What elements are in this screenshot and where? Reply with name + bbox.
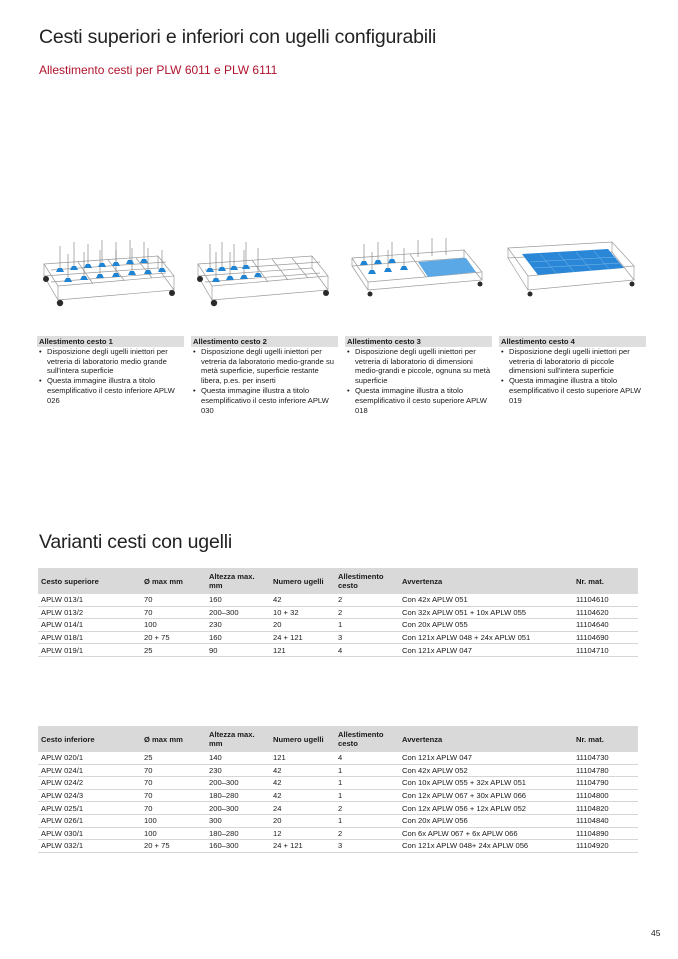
table-cell: 70 bbox=[141, 802, 206, 815]
table-cell: 2 bbox=[335, 802, 399, 815]
table-cell: 140 bbox=[206, 752, 270, 764]
table-cell: 230 bbox=[206, 619, 270, 632]
table-cell: APLW 026/1 bbox=[38, 814, 141, 827]
table-cell: Con 10x APLW 055 + 32x APLW 051 bbox=[399, 777, 573, 790]
column-header: Altezza max. mm bbox=[206, 568, 270, 594]
column-header: Numero ugelli bbox=[270, 568, 335, 594]
table-cell: 100 bbox=[141, 619, 206, 632]
table-cell: 160 bbox=[206, 594, 270, 606]
column-header: Altezza max. mm bbox=[206, 726, 270, 752]
table-cell: 11104840 bbox=[573, 814, 638, 827]
column-header: Cesto inferiore bbox=[38, 726, 141, 752]
table-cell: 4 bbox=[335, 752, 399, 764]
table-cell: 24 + 121 bbox=[270, 840, 335, 853]
table-cell: 11104620 bbox=[573, 606, 638, 619]
table-cell: 11104800 bbox=[573, 789, 638, 802]
column-header: Numero ugelli bbox=[270, 726, 335, 752]
table-cell: APLW 013/2 bbox=[38, 606, 141, 619]
table-cell: 70 bbox=[141, 777, 206, 790]
column-header: Avvertenza bbox=[399, 726, 573, 752]
table-cell: 1 bbox=[335, 777, 399, 790]
config-title: Allestimento cesto 2 bbox=[191, 336, 338, 347]
config-caption-1 bbox=[39, 336, 184, 406]
table-cell: 1 bbox=[335, 764, 399, 777]
table-cell: 3 bbox=[335, 840, 399, 853]
table-cell: 180–280 bbox=[206, 789, 270, 802]
table-cell: 11104710 bbox=[573, 644, 638, 657]
table-row bbox=[38, 752, 638, 764]
table-cell: APLW 014/1 bbox=[38, 619, 141, 632]
table-cell: APLW 025/1 bbox=[38, 802, 141, 815]
table-cell: APLW 032/1 bbox=[38, 840, 141, 853]
variants-title: Varianti cesti con ugelli bbox=[39, 531, 232, 553]
table-cell: APLW 030/1 bbox=[38, 827, 141, 840]
column-header: Allestimento cesto bbox=[335, 726, 399, 752]
table-row bbox=[38, 777, 638, 790]
table-cell: Con 42x APLW 051 bbox=[399, 594, 573, 606]
table-cell: 90 bbox=[206, 644, 270, 657]
table-row bbox=[38, 802, 638, 815]
table-cell: Con 121x APLW 047 bbox=[399, 644, 573, 657]
table-cell: APLW 018/1 bbox=[38, 631, 141, 644]
config-caption-4 bbox=[501, 336, 646, 406]
table-cell: Con 121x APLW 048+ 24x APLW 056 bbox=[399, 840, 573, 853]
table-cell: 11104640 bbox=[573, 619, 638, 632]
column-header: Cesto superiore bbox=[38, 568, 141, 594]
table-cell: 1 bbox=[335, 814, 399, 827]
column-header: Nr. mat. bbox=[573, 568, 638, 594]
table-cell: APLW 013/1 bbox=[38, 594, 141, 606]
column-header: Avvertenza bbox=[399, 568, 573, 594]
table-cell: 11104780 bbox=[573, 764, 638, 777]
table-cell: 70 bbox=[141, 594, 206, 606]
table-row bbox=[38, 840, 638, 853]
column-header: Nr. mat. bbox=[573, 726, 638, 752]
table-cell: Con 12x APLW 056 + 12x APLW 052 bbox=[399, 802, 573, 815]
table-cell: APLW 024/2 bbox=[38, 777, 141, 790]
table-cell: 1 bbox=[335, 619, 399, 632]
table-cell: 200–300 bbox=[206, 777, 270, 790]
basket-image-4 bbox=[500, 232, 640, 312]
table-row bbox=[38, 631, 638, 644]
basket-image-2 bbox=[192, 232, 332, 312]
table-cell: Con 6x APLW 067 + 6x APLW 066 bbox=[399, 827, 573, 840]
table-cell: 160–300 bbox=[206, 840, 270, 853]
config-bullet: • Disposizione degli ugelli iniettori per vetreria di laboratorio di piccole dimensioni sull'intera superficie bbox=[501, 347, 646, 376]
table-cell: 121 bbox=[270, 644, 335, 657]
table-cell: 230 bbox=[206, 764, 270, 777]
table-cell: 11104920 bbox=[573, 840, 638, 853]
config-caption-3 bbox=[347, 336, 492, 415]
table-cell: 2 bbox=[335, 594, 399, 606]
table-header-row bbox=[38, 568, 638, 594]
table-cell: 100 bbox=[141, 827, 206, 840]
table-cell: 70 bbox=[141, 789, 206, 802]
table-cell: Con 42x APLW 052 bbox=[399, 764, 573, 777]
table-cell: Con 20x APLW 055 bbox=[399, 619, 573, 632]
table-cell: 20 bbox=[270, 814, 335, 827]
config-bullet: • Questa immagine illustra a titolo esemplificativo il cesto superiore APLW 018 bbox=[347, 386, 492, 415]
table-cell: 70 bbox=[141, 606, 206, 619]
table-cell: 100 bbox=[141, 814, 206, 827]
table-cell: 42 bbox=[270, 789, 335, 802]
config-bullet: • Questa immagine illustra a titolo esemplificativo il cesto superiore APLW 019 bbox=[501, 376, 646, 405]
page-number: 45 bbox=[651, 928, 661, 938]
column-header: Ø max mm bbox=[141, 726, 206, 752]
table-cell: 42 bbox=[270, 594, 335, 606]
table-cell: 11104890 bbox=[573, 827, 638, 840]
table-cell: 121 bbox=[270, 752, 335, 764]
config-bullet: • Disposizione degli ugelli iniettori per vetreria di laboratorio medio grande sull'intera superficie bbox=[39, 347, 184, 376]
table-cell: 300 bbox=[206, 814, 270, 827]
table-cell: Con 121x APLW 047 bbox=[399, 752, 573, 764]
config-bullet: • Questa immagine illustra a titolo esemplificativo il cesto inferiore APLW 030 bbox=[193, 386, 338, 415]
table-cell: 25 bbox=[141, 644, 206, 657]
table-row bbox=[38, 619, 638, 632]
table-cell: 11104730 bbox=[573, 752, 638, 764]
table-cell: 11104690 bbox=[573, 631, 638, 644]
table-cell: Con 32x APLW 051 + 10x APLW 055 bbox=[399, 606, 573, 619]
table-cell: 200–300 bbox=[206, 802, 270, 815]
table-cell: 12 bbox=[270, 827, 335, 840]
table-row bbox=[38, 764, 638, 777]
table-row bbox=[38, 606, 638, 619]
upper-baskets-table bbox=[38, 568, 638, 657]
page-subtitle: Allestimento cesti per PLW 6011 e PLW 6111 bbox=[39, 63, 278, 77]
config-title: Allestimento cesto 3 bbox=[345, 336, 492, 347]
table-cell: APLW 024/1 bbox=[38, 764, 141, 777]
table-cell: 1 bbox=[335, 789, 399, 802]
config-bullet: • Questa immagine illustra a titolo esemplificativo il cesto inferiore APLW 026 bbox=[39, 376, 184, 405]
table-cell: Con 121x APLW 048 + 24x APLW 051 bbox=[399, 631, 573, 644]
table-cell: 42 bbox=[270, 777, 335, 790]
config-bullet: • Disposizione degli ugelli iniettori per vetreria di laboratorio di dimensioni medio-grandi e piccole, ognuna su metà superficie bbox=[347, 347, 492, 386]
config-title: Allestimento cesto 4 bbox=[499, 336, 646, 347]
table-row bbox=[38, 644, 638, 657]
table-row bbox=[38, 594, 638, 606]
column-header: Allestimento cesto bbox=[335, 568, 399, 594]
table-cell: 20 bbox=[270, 619, 335, 632]
table-cell: 10 + 32 bbox=[270, 606, 335, 619]
table-row bbox=[38, 814, 638, 827]
lower-baskets-table bbox=[38, 726, 638, 853]
config-title: Allestimento cesto 1 bbox=[37, 336, 184, 347]
table-cell: 11104790 bbox=[573, 777, 638, 790]
table-cell: 2 bbox=[335, 606, 399, 619]
table-cell: Con 20x APLW 056 bbox=[399, 814, 573, 827]
table-cell: 4 bbox=[335, 644, 399, 657]
table-cell: 11104610 bbox=[573, 594, 638, 606]
table-cell: Con 12x APLW 067 + 30x APLW 066 bbox=[399, 789, 573, 802]
config-bullet: • Disposizione degli ugelli iniettori per vetreria da laboratorio medio-grande su metà superficie, superficie restante libera, p.es. per inserti bbox=[193, 347, 338, 386]
table-cell: APLW 019/1 bbox=[38, 644, 141, 657]
table-cell: 200–300 bbox=[206, 606, 270, 619]
table-cell: 24 bbox=[270, 802, 335, 815]
table-cell: 3 bbox=[335, 631, 399, 644]
table-cell: 25 bbox=[141, 752, 206, 764]
basket-image-1 bbox=[38, 232, 178, 312]
table-cell: 20 + 75 bbox=[141, 631, 206, 644]
table-cell: 42 bbox=[270, 764, 335, 777]
table-cell: 11104820 bbox=[573, 802, 638, 815]
table-cell: 20 + 75 bbox=[141, 840, 206, 853]
table-cell: 70 bbox=[141, 764, 206, 777]
table-cell: 180–280 bbox=[206, 827, 270, 840]
table-cell: APLW 020/1 bbox=[38, 752, 141, 764]
basket-image-3 bbox=[346, 232, 486, 312]
table-cell: APLW 024/3 bbox=[38, 789, 141, 802]
table-row bbox=[38, 827, 638, 840]
table-header-row bbox=[38, 726, 638, 752]
table-cell: 24 + 121 bbox=[270, 631, 335, 644]
page-title: Cesti superiori e inferiori con ugelli configurabili bbox=[39, 26, 437, 48]
column-header: Ø max mm bbox=[141, 568, 206, 594]
config-caption-2 bbox=[193, 336, 338, 415]
table-cell: 160 bbox=[206, 631, 270, 644]
table-row bbox=[38, 789, 638, 802]
table-cell: 2 bbox=[335, 827, 399, 840]
